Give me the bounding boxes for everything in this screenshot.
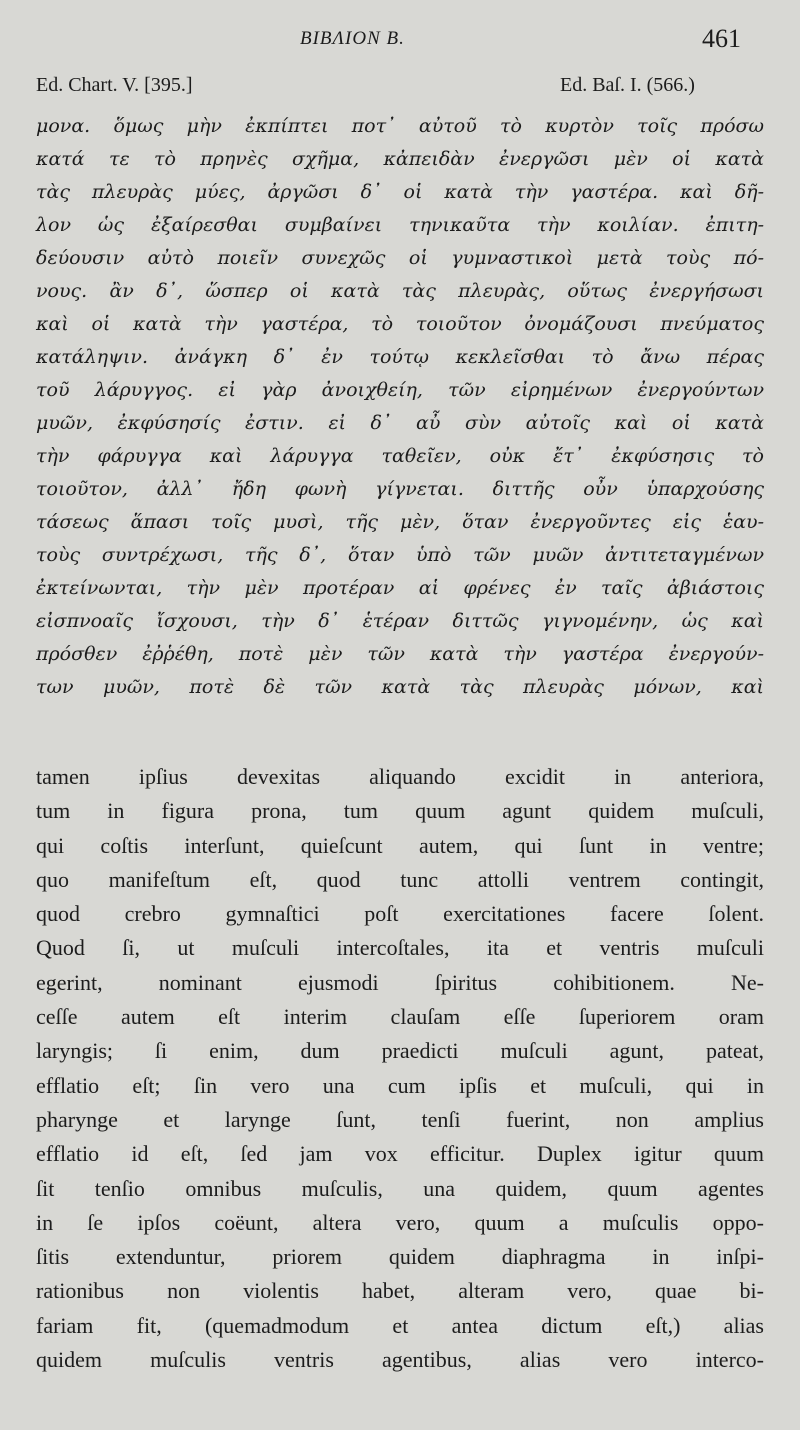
greek-text-line: τοὺς συντρέχωσι, τῆς δ᾽, ὅταν ὑπὸ τῶν μυῶν ἀντιτεταγμένων: [36, 544, 764, 566]
edition-references: [0, 74, 800, 104]
greek-text-line: ἐκτείνωνται, τὴν μὲν προτέραν αἱ φρένες ἐν ταῖς ἀβιάστοις: [36, 577, 764, 599]
greek-text-line: εἰσπνοαῖς ἴσχουσι, τὴν δ᾽ ἑτέραν διττῶς γιγνομένην, ὡς καὶ: [36, 610, 764, 632]
latin-text-line: tum in figura prona, tum quum agunt quidem muſculi,: [36, 798, 764, 824]
greek-text-line: τοιοῦτον, ἀλλ᾽ ἤδη φωνὴ γίγνεται. διττῆς οὖν ὑπαρχούσης: [36, 478, 764, 500]
greek-text-line: λον ὡς ἐξαίρεσθαι συμβαίνει τηνικαῦτα τὴν κοιλίαν. ἐπιτη-: [36, 214, 764, 236]
greek-text-block: [36, 110, 764, 704]
greek-text-line: κατάληψιν. ἀνάγκη δ᾽ ἐν τούτῳ κεκλεῖσθαι τὸ ἄνω πέρας: [36, 346, 764, 368]
edition-chart-reference: Ed. Chart. V. [395.]: [36, 74, 193, 96]
latin-text-line: in ſe ipſos coëunt, altera vero, quum a muſculis oppo-: [36, 1209, 764, 1235]
latin-text-line: qui coſtis interſunt, quieſcunt autem, qui ſunt in ventre;: [36, 832, 764, 858]
page-title: BIBΛION B.: [300, 28, 405, 49]
latin-text-block: [36, 760, 764, 1377]
greek-text-line: μονα. ὅμως μὴν ἐκπίπτει ποτ᾽ αὐτοῦ τὸ κυρτὸν τοῖς πρόσω: [36, 115, 764, 137]
greek-text-line: των μυῶν, ποτὲ δὲ τῶν κατὰ τὰς πλευρὰς μόνων, καὶ: [36, 676, 764, 698]
greek-text-line: τὴν φάρυγγα καὶ λάρυγγα ταθεῖεν, οὐκ ἔτ᾽ ἐκφύσησις τὸ: [36, 445, 764, 467]
latin-text-line: ceſſe autem eſt interim clauſam eſſe ſuperiorem oram: [36, 1004, 764, 1030]
latin-text-line: fariam fit, (quemadmodum et antea dictum eſt,) alias: [36, 1312, 764, 1338]
page-number: 461: [702, 24, 741, 53]
greek-text-line: μυῶν, ἐκφύσησίς ἐστιν. εἰ δ᾽ αὖ σὺν αὐτοῖς καὶ οἱ κατὰ: [36, 412, 764, 434]
latin-text-line: efflatio eſt; ſin vero una cum ipſis et muſculi, qui in: [36, 1072, 764, 1098]
latin-text-line: egerint, nominant ejusmodi ſpiritus cohibitionem. Ne-: [36, 969, 764, 995]
greek-text-line: καὶ οἱ κατὰ τὴν γαστέρα, τὸ τοιοῦτον ὀνομάζουσι πνεύματος: [36, 313, 764, 335]
latin-text-line: quo manifeſtum eſt, quod tunc attolli ventrem contingit,: [36, 866, 764, 892]
latin-text-line: pharynge et larynge ſunt, tenſi fuerint, non amplius: [36, 1106, 764, 1132]
latin-text-line: quod crebro gymnaſtici poſt exercitationes facere ſolent.: [36, 901, 764, 927]
latin-text-line: ſit tenſio omnibus muſculis, una quidem, quum agentes: [36, 1175, 764, 1201]
latin-text-line: tamen ipſius devexitas aliquando excidit in anteriora,: [36, 764, 764, 789]
greek-text-line: τάσεως ἅπασι τοῖς μυσὶ, τῆς μὲν, ὅταν ἐνεργοῦντες εἰς ἑαυ-: [36, 511, 764, 533]
latin-text-line: ſitis extenduntur, priorem quidem diaphragma in inſpi-: [36, 1244, 764, 1270]
greek-text-line: κατά τε τὸ πρηνὲς σχῆμα, κἀπειδὰν ἐνεργῶσι μὲν οἱ κατὰ: [36, 148, 764, 170]
latin-text-line: quidem muſculis ventris agentibus, alias vero interco-: [36, 1347, 764, 1373]
edition-basel-reference: Ed. Baſ. I. (566.): [560, 74, 695, 96]
greek-text-line: τοῦ λάρυγγος. εἰ γὰρ ἀνοιχθείη, τῶν εἰρημένων ἐνεργούντων: [36, 379, 764, 401]
greek-text-line: πρόσθεν ἐῤῥέθη, ποτὲ μὲν τῶν κατὰ τὴν γαστέρα ἐνεργούν-: [36, 643, 764, 665]
greek-text-line: δεύουσιν αὐτὸ ποιεῖν συνεχῶς οἱ γυμναστικοὶ μετὰ τοὺς πό-: [36, 247, 764, 269]
greek-text-line: τὰς πλευρὰς μύες, ἀργῶσι δ᾽ οἱ κατὰ τὴν γαστέρα. καὶ δῆ-: [36, 181, 764, 203]
greek-text-line: νους. ἂν δ᾽, ὥσπερ οἱ κατὰ τὰς πλευρὰς, οὕτως ἐνεργήσωσι: [36, 280, 764, 302]
latin-text-line: laryngis; ſi enim, dum praedicti muſculi agunt, pateat,: [36, 1038, 764, 1064]
running-head: [0, 24, 800, 62]
latin-text-line: Quod ſi, ut muſculi intercoſtales, ita et ventris muſculi: [36, 935, 764, 961]
latin-text-line: rationibus non violentis habet, alteram vero, quae bi-: [36, 1278, 764, 1304]
latin-text-line: efflatio id eſt, ſed jam vox efficitur. Duplex igitur quum: [36, 1141, 764, 1167]
